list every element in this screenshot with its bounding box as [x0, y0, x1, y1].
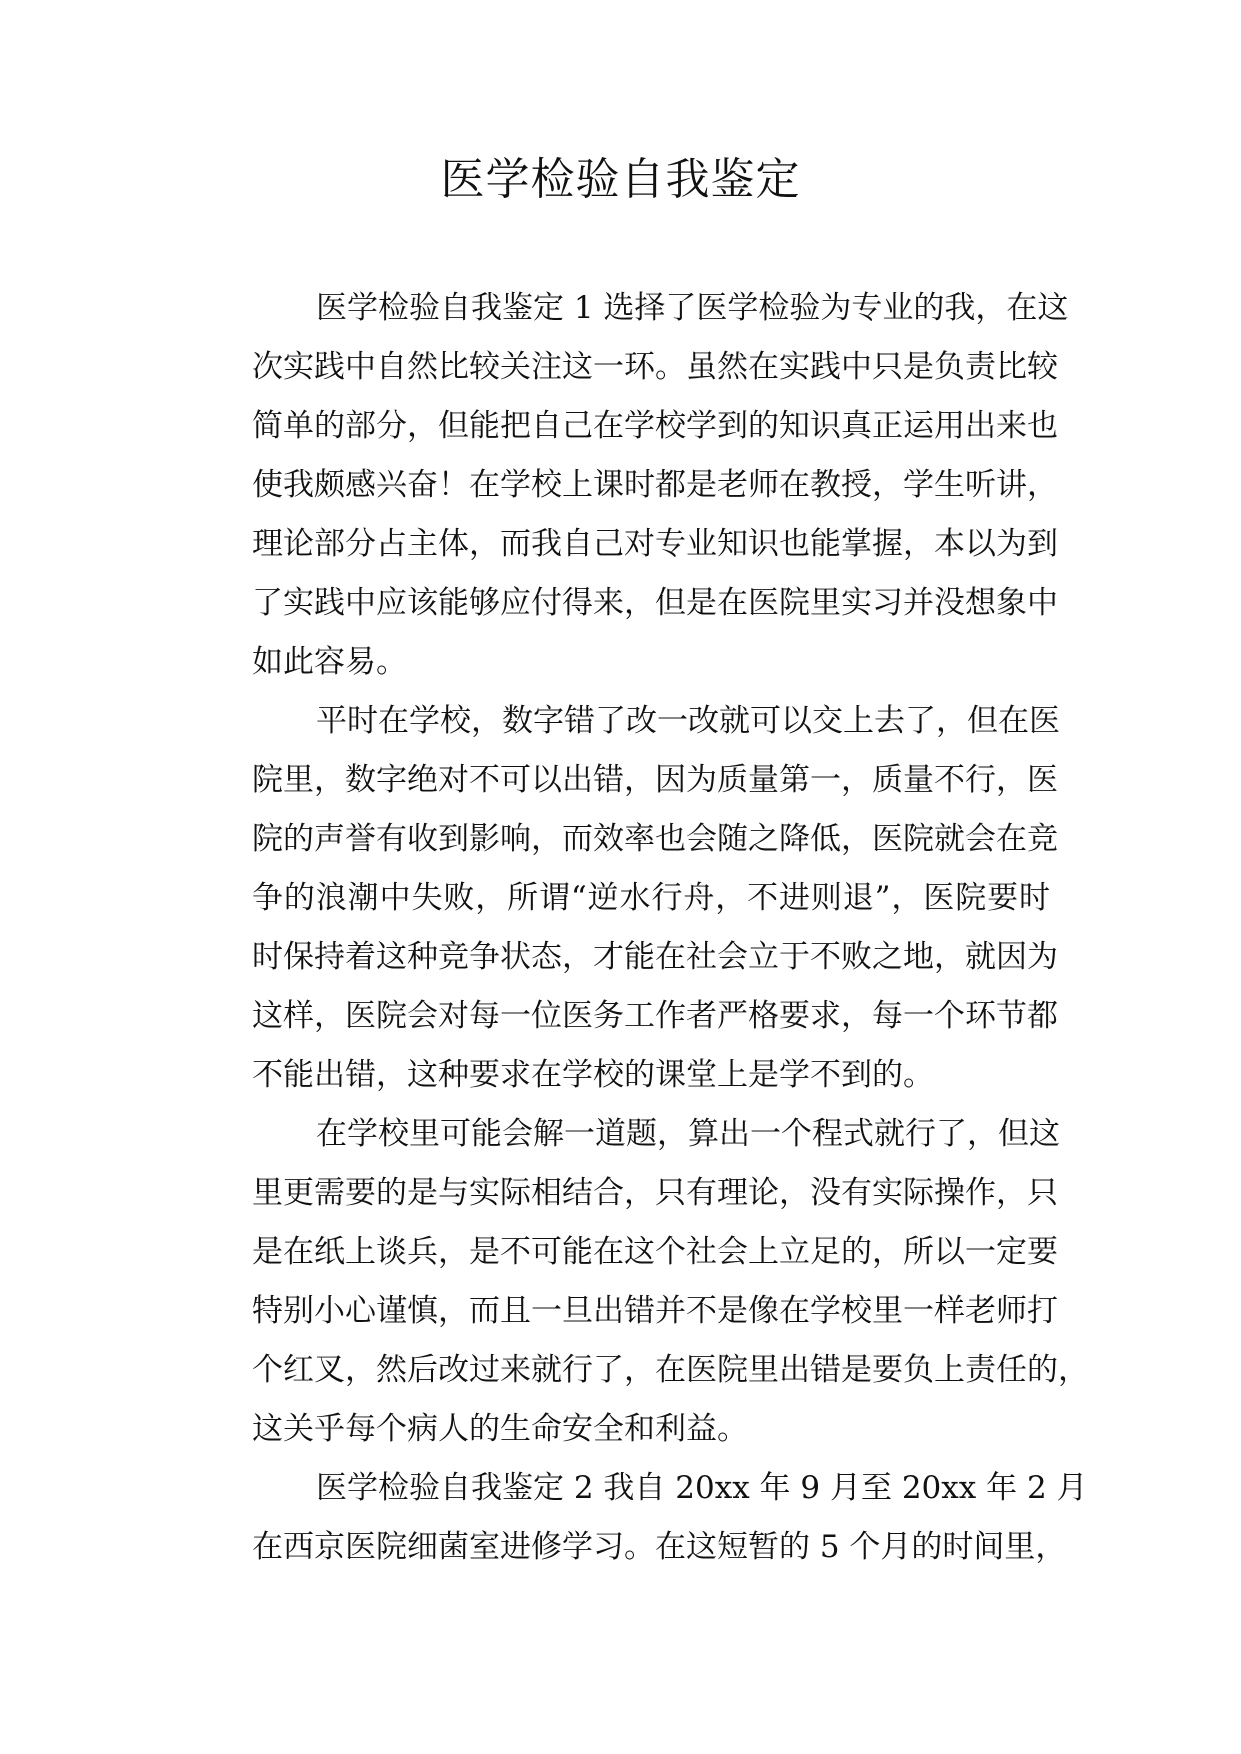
text-line: 院里，数字绝对不可以出错，因为质量第一，质量不行，医: [252, 762, 1058, 798]
text-line: 医学检验自我鉴定 1 选择了医学检验为专业的我，在这: [316, 290, 1069, 326]
page-title: 医学检验自我鉴定: [440, 154, 801, 205]
text-line: 在西京医院细菌室进修学习。在这短暂的 5 个月的时间里，: [252, 1529, 1067, 1565]
text-line: 里更需要的是与实际相结合，只有理论，没有实际操作，只: [252, 1175, 1058, 1211]
text-line: 这样，医院会对每一位医务工作者严格要求，每一个环节都: [252, 998, 1058, 1034]
paragraph-4: [190, 1459, 1088, 1577]
text-line: 理论部分占主体，而我自己对专业知识也能掌握，本以为到: [252, 526, 1058, 562]
text-line: 医学检验自我鉴定 2 我自 20xx 年 9 月至 20xx 年 2 月: [316, 1470, 1088, 1506]
text-line: 争的浪潮中失败，所谓“逆水行舟，不进则退”，医院要时: [252, 880, 1050, 916]
text-line: 平时在学校，数字错了改一改就可以交上去了，但在医: [316, 703, 1060, 739]
text-line: 如此容易。: [252, 644, 407, 680]
text-line: 院的声誉有收到影响，而效率也会随之降低，医院就会在竞: [252, 821, 1058, 857]
text-line: 次实践中自然比较关注这一环。虽然在实践中只是负责比较: [252, 349, 1058, 385]
text-line: 在学校里可能会解一道题，算出一个程式就行了，但这: [316, 1116, 1060, 1152]
paragraph-1: [190, 279, 1069, 692]
text-line: 这关乎每个病人的生命安全和利益。: [252, 1411, 748, 1447]
text-line: 个红叉，然后改过来就行了，在医院里出错是要负上责任的，: [252, 1352, 1089, 1388]
paragraph-3: [190, 1105, 1089, 1459]
paragraph-2: [190, 692, 1060, 1105]
text-line: 是在纸上谈兵，是不可能在这个社会上立足的，所以一定要: [252, 1234, 1058, 1270]
text-line: 简单的部分，但能把自己在学校学到的知识真正运用出来也: [252, 408, 1058, 444]
text-line: 特别小心谨慎，而且一旦出错并不是像在学校里一样老师打: [252, 1293, 1058, 1329]
text-line: 不能出错，这种要求在学校的课堂上是学不到的。: [252, 1057, 934, 1093]
document-body: [190, 279, 1089, 1577]
text-line: 使我颇感兴奋！在学校上课时都是老师在教授，学生听讲，: [252, 467, 1058, 503]
text-line: 时保持着这种竞争状态，才能在社会立于不败之地，就因为: [252, 939, 1058, 975]
text-line: 了实践中应该能够应付得来，但是在医院里实习并没想象中: [252, 585, 1058, 621]
